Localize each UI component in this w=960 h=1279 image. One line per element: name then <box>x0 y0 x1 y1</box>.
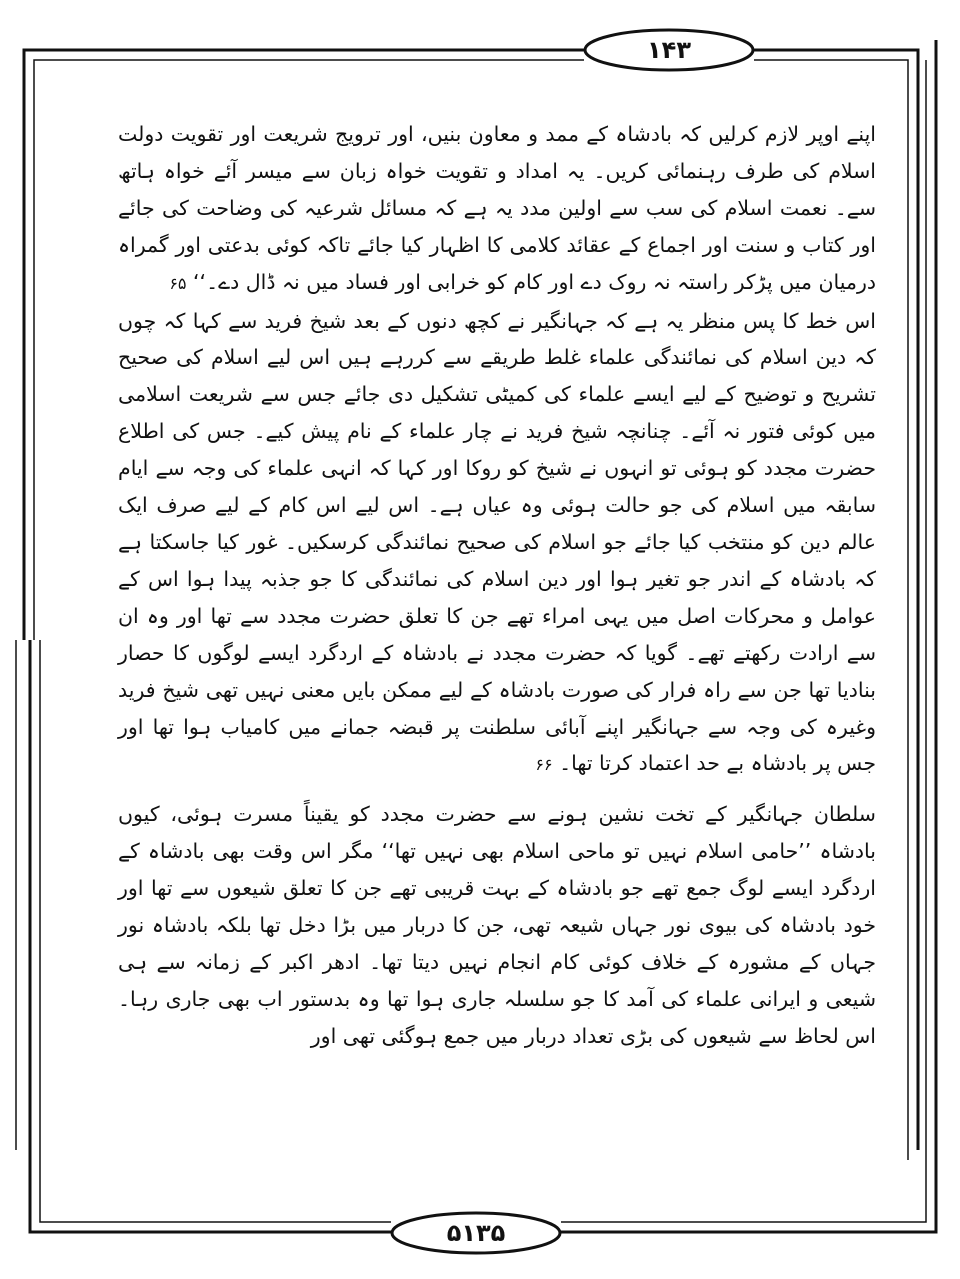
main-text <box>118 116 876 1055</box>
footnote-ref-65: ۶۵ <box>169 273 187 293</box>
paragraph-3 <box>118 796 876 1054</box>
top-page-number-oval <box>585 30 753 70</box>
paragraph-1-text: اپنے اوپر لازم کرلیں کہ بادشاہ کے ممد و معاون بنیں، اور ترویج شریعت اور تقویت دولت اسلام کی طرف رہنمائی کریں۔ یہ امداد و تقویت خواہ زبان سے میسر آئے خواہ ہاتھ سے۔ نعمت اسلام کی سب سے اولین مدد یہ ہے کہ مسائل شرعیہ کی وضاحت کی جائے اور کتاب و سنت اور اجماع کے عقائد کلامی کا اظہار کیا جائے تاکہ کوئی بدعتی اور گمراہ درمیان میں پڑکر راستہ نہ روک دے اور کام کو خرابی اور فساد میں نہ ڈال دے۔‘‘ <box>118 122 876 294</box>
bottom-page-number-oval <box>392 1213 560 1253</box>
paragraph-1 <box>118 116 876 303</box>
top-page-number: ۱۴۳ <box>647 36 691 64</box>
footnote-ref-66: ۶۶ <box>535 755 553 775</box>
paragraph-3-text: سلطان جہانگیر کے تخت نشین ہونے سے حضرت مجدد کو یقیناً مسرت ہوئی، کیوں بادشاہ ’’حامی اسلام نہیں تو ماحی اسلام بھی نہیں تھا‘‘ مگر اس وقت بھی بادشاہ کے اردگرد ایسے لوگ جمع تھے جو بادشاہ کے بہت قریبی تھے جن کا تعلق شیعوں سے تھا اور خود بادشاہ کی بیوی نور جہاں شیعہ تھی، جن کا دربار میں بڑا دخل تھا بلکہ بادشاہ نور جہاں کے مشورہ کے خلاف کوئی کام انجام نہیں دیتا تھا۔ ادھر اکبر کے زمانہ سے ہی شیعی و ایرانی علماء کی آمد کا جو سلسلہ جاری ہوا تھا وہ بدستور اب بھی جاری رہا۔ اس لحاظ سے شیعوں کی بڑی تعداد دربار میں جمع ہوگئی تھی اور <box>118 802 876 1048</box>
bottom-page-number: ۵۱۳۵ <box>446 1219 506 1247</box>
paragraph-2 <box>118 303 876 785</box>
paragraph-2-text: اس خط کا پس منظر یہ ہے کہ جہانگیر نے کچھ دنوں کے بعد شیخ فرید سے کہا کہ چوں کہ دین اسلام کی نمائندگی علماء غلط طریقے سے کررہے ہیں اس لیے اسلام کی صحیح تشریح و توضیح کے لیے ایسے علماء کی کمیٹی تشکیل دی جائے جس سے شریعت اسلامی میں کوئی فتور نہ آئے۔ چنانچہ شیخ فرید نے چار علماء کے نام پیش کیے۔ جس کی اطلاع حضرت مجدد کو ہوئی تو انہوں نے شیخ کو روکا اور کہا کہ انہی علماء کی وجہ سے ایام سابقہ میں اسلام کی جو حالت ہوئی وہ عیاں ہے۔ اس لیے اس کام کے لیے صرف ایک عالم دین کو منتخب کیا جائے جو اسلام کی صحیح نمائندگی کرسکیں۔ غور کیا جاسکتا ہے کہ بادشاہ کے اندر جو تغیر ہوا اور دین اسلام کی نمائندگی کا جو جذبہ پیدا ہوا اس کے عوامل و محرکات اصل میں یہی امراء تھے جن کا تعلق حضرت مجدد سے تھا اور وہ ان سے ارادت رکھتے تھے۔ گویا کہ حضرت مجدد نے بادشاہ کے اردگرد ایسے لوگوں کا حصار بنادیا تھا جن سے راہ فرار کی صورت بادشاہ کے لیے ممکن بایں معنی نہیں تھی شیخ فرید وغیرہ کی وجہ سے جہانگیر اپنے آبائی سلطنت پر قبضہ جمانے میں کامیاب ہوا تھا اور جس پر بادشاہ بے حد اعتماد کرتا تھا۔ <box>118 308 876 776</box>
